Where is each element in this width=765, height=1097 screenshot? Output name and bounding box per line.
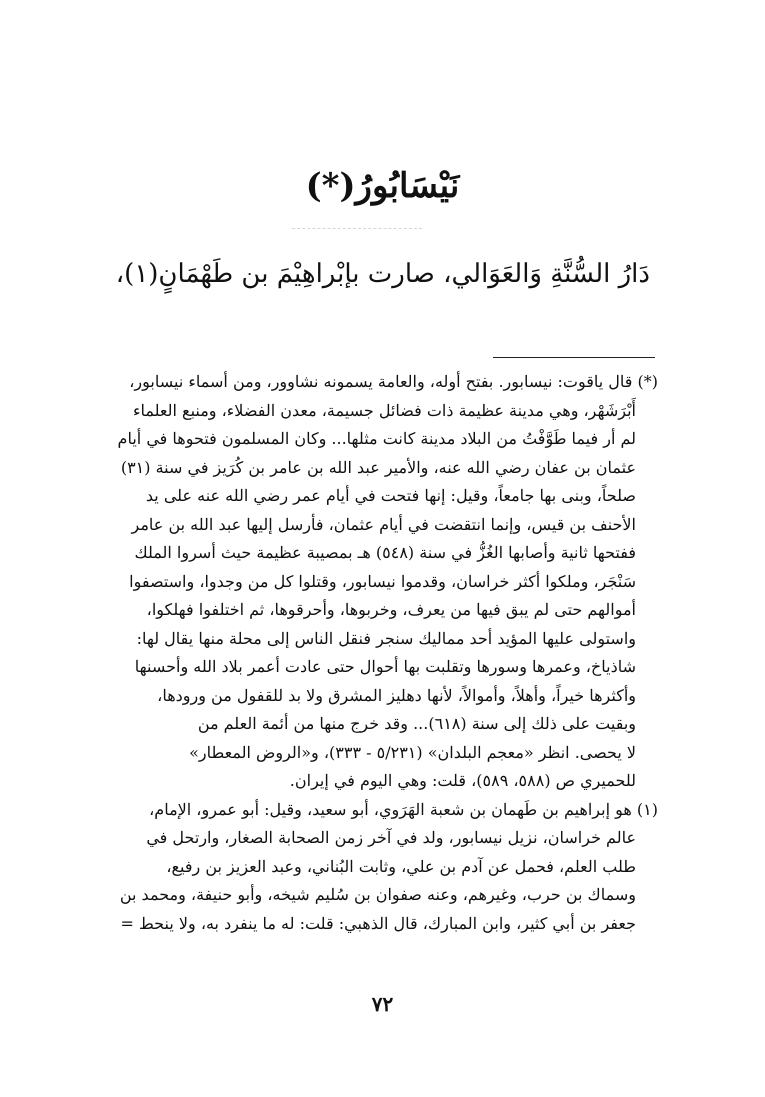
footnote-star-line: أَبْرَشَهْر، وهي مدينة عظيمة ذات فضائل جسيمة، معدن الفضلاء، ومنبع العلماء: [132, 400, 636, 420]
footnote-star-line: عثمان بن عفان رضي الله عنه، والأمير عبد الله بن عامر بن كُرَيز في سنة (٣١): [120, 457, 636, 477]
footnote-star-line: صلحاً، وبنى بها جامعاً، وقيل: إنها فتحت في أيام عمر رضي الله عنه على يد: [145, 486, 636, 505]
footnote-star-line: لم أر فيما طَوَّفْتُ من البلاد مدينة كانت مثلها... وكان المسلمون فتحوها في أيام: [117, 429, 636, 448]
footnote-star-line: الأحنف بن قيس، وإنما انتقضت في أيام عثمان، فأرسل إليها عبد الله بن عامر: [131, 514, 636, 534]
footnote-star-line: واستولى عليها المؤيد أحد مماليك سنجر فنقل الناس إلى محلة منها يقال لها:: [136, 628, 636, 648]
footnote-one-line: وسماك بن حرب، وغيرهم، وعنه صفوان بن سُليم شيخه، وأبو حنيفة، ومحمد بن: [119, 885, 636, 904]
footnote-star-line: شاذياخ، وعمرها وسورها وتقلبت بها أحوال حتى عادت أعمر بلاد الله وأحسنها: [134, 657, 636, 676]
heading-divider: [292, 228, 422, 229]
entry-heading: نَيْسَابُورُ(*): [305, 166, 460, 206]
footnote-one-line: طلب العلم، فحمل عن آدم بن علي، وثابت البُناني، وعبد العزيز بن رفيع،: [166, 856, 636, 876]
entry-text: دَارُ السُّنَّةِ وَالعَوَالي، صارت بإبْراهِيْمَ بن طَهْمَانٍ(١)،: [115, 259, 650, 289]
footnote-star-line: أموالهم حتى لم يبق فيها من يعرف، وخربوها، وأحرقوها، ثم اختلفوا فهلكوا،: [146, 600, 636, 619]
footnote-star-line: ففتحها ثانية وأصابها الغُزُّ في سنة (٥٤٨) هـ بمصيبة عظيمة حيث أسروا الملك: [134, 543, 636, 562]
footnote-star-line: وأكثرها خيراً، وأهلاً، وأموالاً، لأنها دهليز المشرق ولا بد للقفول من ورودها،: [157, 685, 636, 705]
footnote-star-line: للحميري ص (٥٨٨، ٥٨٩)، قلت: وهي اليوم في إيران.: [289, 771, 636, 790]
footnote-star-line: سَنْجَر، وملكوا أكثر خراسان، وقدموا نيسابور، وقتلوا كل من وجدوا، واستصفوا: [129, 571, 636, 591]
footnote-separator: [493, 357, 655, 358]
footnotes: [92, 368, 658, 938]
footnote-star-line: لا يحصى. انظر «معجم البلدان» (٥/٢٣١ - ٣٣٣)، و«الروض المعطار»: [189, 742, 636, 762]
footnote-one-line: (١) هو إبراهيم بن طَهمان بن شعبة الهَرَوي، أبو سعيد، وقيل: أبو عمرو، الإمام،: [149, 799, 658, 819]
page-number: ٧٢: [371, 992, 394, 1016]
footnote-star-line: وبقيت على ذلك إلى سنة (٦١٨)... وقد خرج منها من أئمة العلم من: [197, 714, 636, 733]
footnote-one-line: جعفر بن أبي كثير، وابن المبارك، قال الذهبي: قلت: له ما ينفرد به، ولا ينحط =: [120, 913, 636, 933]
footnote-one-line: عالم خراسان، نزيل نيسابور، ولد في آخر زمن الصحابة الصغار، وارتحل في: [146, 828, 636, 847]
footnote-star-line: (*) قال ياقوت: نيسابور. بفتح أوله، والعامة يسمونه نشاوور، ومن أسماء نيسابور،: [129, 372, 658, 391]
